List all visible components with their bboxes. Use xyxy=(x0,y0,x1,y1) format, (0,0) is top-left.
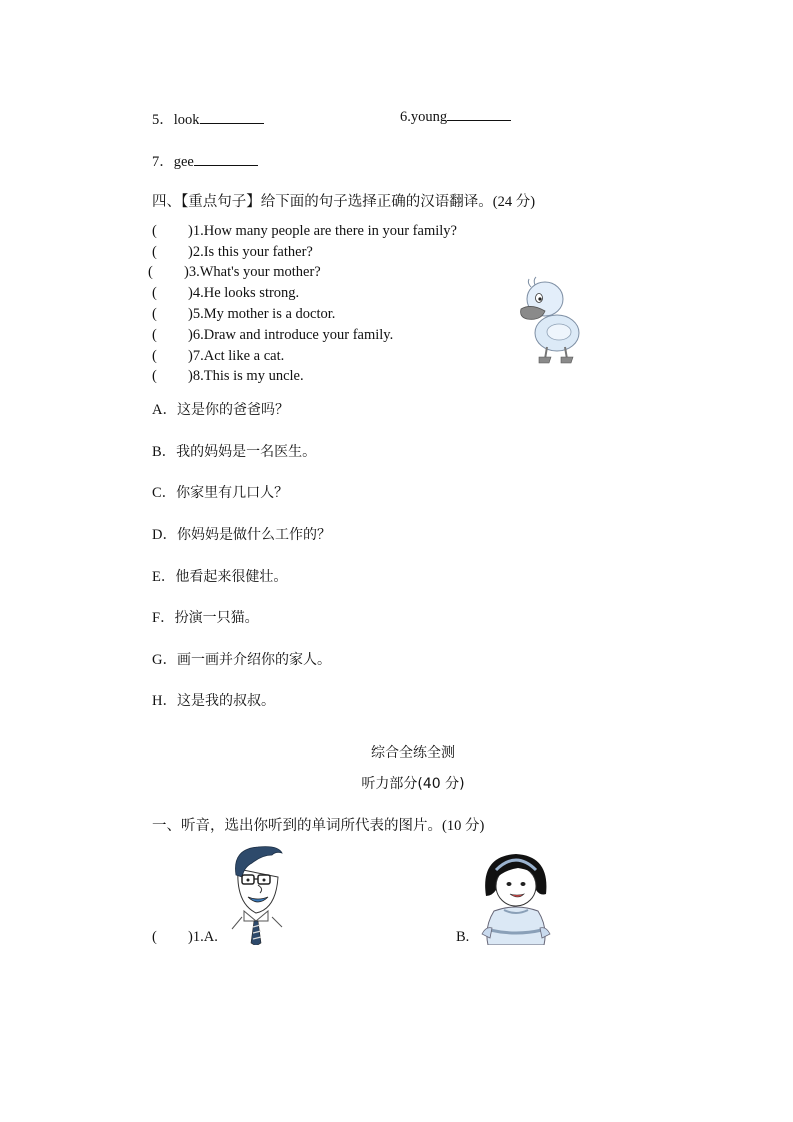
question-text: )2.Is this your father? xyxy=(188,244,313,260)
option-letter: A xyxy=(152,402,163,418)
vocab-sep: ． xyxy=(159,112,174,128)
vocab-number: 6 xyxy=(400,109,408,125)
answer-paren-open[interactable]: ( xyxy=(148,264,153,280)
vocab-word: young xyxy=(410,109,448,125)
vocab-item-7 xyxy=(152,150,258,171)
listening-section1-heading xyxy=(152,814,484,835)
listening-section1-title: 一、听音，选出你听到的单词所代表的图片。 xyxy=(152,818,442,834)
question-text: )7.Act like a cat. xyxy=(188,348,285,364)
vocab-item-5 xyxy=(152,108,264,129)
option-text: 画一画并介绍你的家人。 xyxy=(176,652,331,668)
option-e: E．他看起来很健壮。 xyxy=(152,569,288,585)
question-label: )1.A. xyxy=(188,929,218,945)
option-letter: B xyxy=(152,444,162,460)
question-text: )4.He looks strong. xyxy=(188,285,300,301)
girl-illustration[interactable] xyxy=(478,850,554,945)
vocab-sep: . xyxy=(407,109,411,125)
answer-paren-open[interactable]: ( xyxy=(152,223,157,239)
option-f: F．扮演一只猫。 xyxy=(152,610,259,626)
option-text: 扮演一只猫。 xyxy=(174,610,259,626)
vocab-word: gee xyxy=(173,154,194,170)
option-text: 这是我的叔叔。 xyxy=(176,693,275,709)
man-with-glasses-illustration[interactable] xyxy=(228,845,286,945)
answer-blank[interactable] xyxy=(200,111,264,124)
question-text: )6.Draw and introduce your family. xyxy=(188,327,394,343)
question-text: )8.This is my uncle. xyxy=(188,368,304,384)
option-letter: C xyxy=(152,485,162,501)
option-letter: G xyxy=(152,652,163,668)
answer-paren-open[interactable]: ( xyxy=(152,285,157,301)
test-part-heading: 听力部分(40 分) xyxy=(361,776,465,792)
option-a: A．这是你的爸爸吗？ xyxy=(152,402,289,418)
answer-paren-open[interactable]: ( xyxy=(152,327,157,343)
answer-paren-open[interactable]: ( xyxy=(152,368,157,384)
question-text: )5.My mother is a doctor. xyxy=(188,306,336,322)
option-text: 你家里有几口人？ xyxy=(176,485,289,501)
option-d: D．你妈妈是做什么工作的？ xyxy=(152,527,331,543)
section4-heading xyxy=(152,190,535,211)
option-letter: E xyxy=(152,569,161,585)
option-letter: F xyxy=(152,610,161,626)
option-text: 这是你的爸爸吗？ xyxy=(176,402,289,418)
vocab-sep: ． xyxy=(159,154,174,170)
option-g: G．画一画并介绍你的家人。 xyxy=(152,652,331,668)
vocab-item-6 xyxy=(400,108,511,126)
section4-title: 四、【重点句子】给下面的句子选择正确的汉语翻译。 xyxy=(152,194,493,210)
option-letter: H xyxy=(152,693,163,709)
option-b-label: B. xyxy=(456,929,470,945)
option-letter: D xyxy=(152,527,163,543)
section4-score: (24 分) xyxy=(492,194,536,210)
option-text: 你妈妈是做什么工作的？ xyxy=(176,527,331,543)
answer-paren-open[interactable]: ( xyxy=(152,244,157,260)
vocab-number: 5 xyxy=(152,112,160,128)
option-c: C．你家里有几口人？ xyxy=(152,485,289,501)
answer-blank[interactable] xyxy=(447,108,511,121)
listening-section1-score: (10 分) xyxy=(442,818,485,834)
answer-blank[interactable] xyxy=(194,153,258,166)
answer-paren-open[interactable]: ( xyxy=(152,929,157,945)
vocab-word: look xyxy=(173,112,200,128)
answer-paren-open[interactable]: ( xyxy=(152,306,157,322)
question-text: )1.How many people are there in your family? xyxy=(188,223,457,239)
option-b: B．我的妈妈是一名医生。 xyxy=(152,444,317,460)
option-h: H．这是我的叔叔。 xyxy=(152,693,275,709)
test-title: 综合全练全测 xyxy=(371,745,455,761)
vocab-number: 7 xyxy=(152,154,160,170)
answer-paren-open[interactable]: ( xyxy=(152,348,157,364)
question-text: )3.What's your mother? xyxy=(184,264,321,280)
option-text: 我的妈妈是一名医生。 xyxy=(176,444,317,460)
option-text: 他看起来很健壮。 xyxy=(175,569,288,585)
duck-illustration xyxy=(515,275,585,370)
